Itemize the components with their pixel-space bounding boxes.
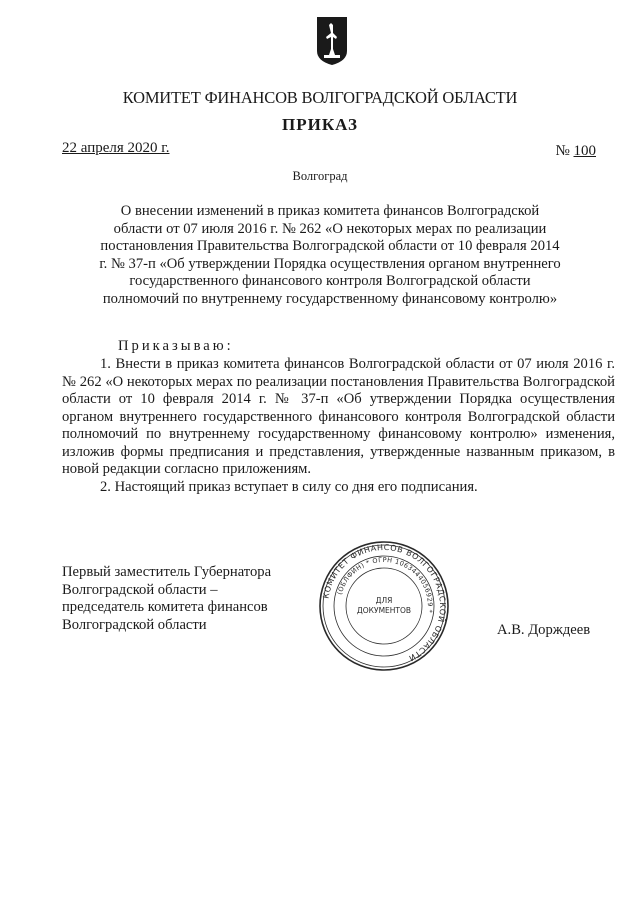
organization-name: КОМИТЕТ ФИНАНСОВ ВОЛГОГРАДСКОЙ ОБЛАСТИ — [122, 88, 518, 107]
signer-position-line: Первый заместитель Губернатора — [62, 564, 272, 580]
paragraph-1: 1. Внести в приказ комитета финансов Волгоградской области от 07 июля 2016 г. № 262 «О некоторых мерах по реализации постановления Правительства Волгоградской области от 10 февраля 2014 г. № 37-п «Об утверждении Порядка осуществления органом внутреннего государственного финансового контроля Волгоградской области полномочий по внутреннему государственному финансовому контролю» изменения, изложив формы предписания и представления, утвержденные названным приказом, в новой редакции согласно приложениям. — [62, 356, 615, 477]
number-value: 100 — [573, 143, 596, 159]
stamp-center-line1: ДЛЯ — [375, 596, 393, 605]
coat-of-arms-emblem — [315, 15, 349, 67]
signer-position-line: Волгоградской области – — [62, 581, 218, 598]
stamp-outer-text: КОМИТЕТ ФИНАНСОВ ВОЛГОГРАДСКОЙ ОБЛАСТИ — [321, 542, 448, 663]
signer-position-line: Волгоградской области — [62, 616, 207, 633]
document-subject: О внесении изменений в приказ комитета финансов Волгоградской области от 07 июля 2016 г. № 262 «О некоторых мерах по реализации постановления Правительства Волгоградской области от 10 февраля 2014 г. № 37-п «Об утверждении Порядка осуществления органом внутреннего государственного финансового контроля Волгоградской области полномочий по внутреннему государственному финансовому контролю» — [99, 203, 561, 307]
signer-name: А.В. Дорждеев — [497, 622, 591, 638]
document-type: ПРИКАЗ — [282, 115, 358, 134]
document-body — [62, 356, 615, 496]
number-prefix: № — [555, 143, 570, 159]
signer-position — [62, 564, 302, 634]
official-stamp — [318, 540, 450, 672]
city: Волгоград — [292, 169, 348, 183]
stamp-center-line2: ДОКУМЕНТОВ — [356, 606, 412, 615]
paragraph-2: 2. Настоящий приказ вступает в силу со дня его подписания. — [100, 478, 478, 495]
stamp-inner-text: (ОБЛФИН) * ОГРН 1063444056929 * — [335, 555, 435, 614]
document-number — [555, 143, 596, 160]
signer-position-line: председатель комитета финансов — [62, 599, 268, 615]
orders-word: Приказываю: — [118, 338, 234, 354]
document-date: 22 апреля 2020 г. — [62, 140, 170, 156]
